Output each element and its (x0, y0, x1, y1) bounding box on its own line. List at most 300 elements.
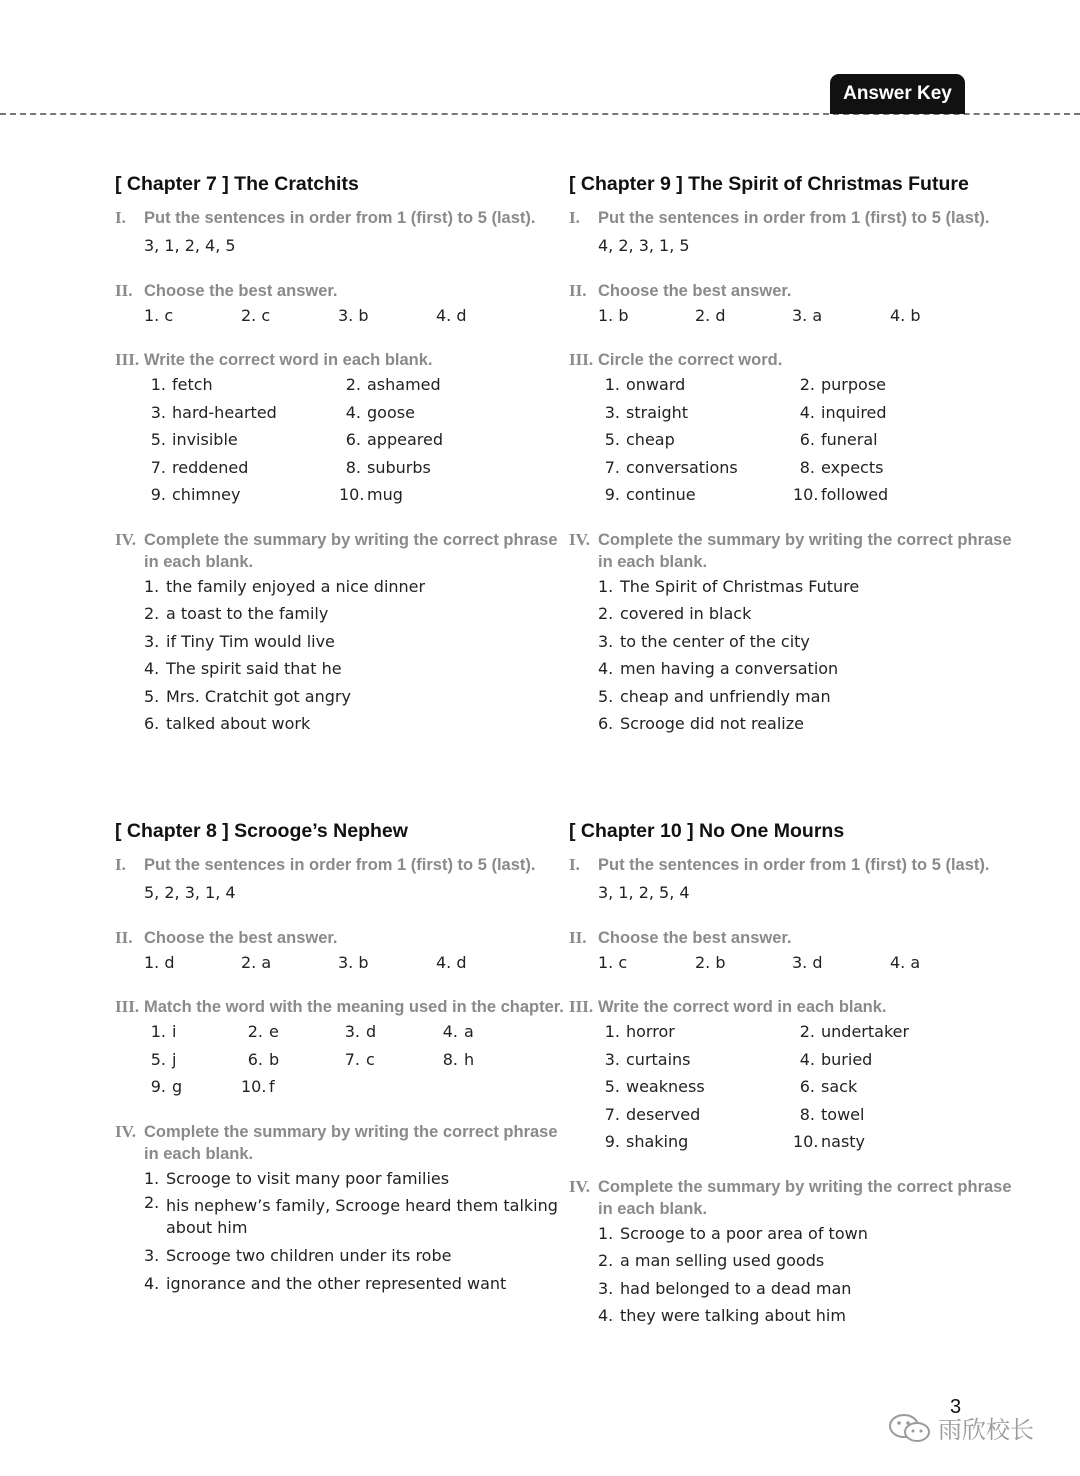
item-number: 8. (345, 457, 361, 477)
answer-item (598, 1046, 793, 1074)
item-number: 6. (247, 1049, 263, 1069)
item-value: d (812, 952, 823, 972)
section-words (569, 349, 1019, 509)
item-value: appeared (367, 430, 443, 449)
section-order (569, 207, 1019, 260)
answer-item (144, 1046, 241, 1074)
question-text: Match the word with the meaning used in the chapter. (144, 998, 564, 1016)
item-value: c (261, 305, 271, 325)
item-value: reddened (172, 457, 249, 477)
list-item (598, 683, 1019, 711)
item-value: g (172, 1077, 183, 1096)
item-value: Mrs. Cratchit got angry (166, 686, 351, 706)
roman-numeral: I. (115, 208, 126, 227)
item-number: 3. (144, 631, 160, 651)
section-question (569, 529, 1019, 573)
answer-list (569, 1220, 1019, 1330)
roman-numeral: I. (569, 208, 580, 227)
item-number: 4. (890, 305, 906, 325)
item-value: b (618, 305, 629, 325)
answer-item (598, 481, 793, 509)
answer-item (793, 371, 993, 399)
section-summary (115, 1121, 565, 1298)
section-words (115, 349, 565, 509)
chapter-9-block (569, 171, 1019, 738)
list-item (598, 600, 1019, 628)
section-summary (115, 529, 565, 738)
answer-item (241, 302, 338, 330)
section-question (115, 996, 565, 1018)
watermark (888, 1410, 1034, 1445)
item-value: followed (821, 485, 889, 504)
chapter-title: [ Chapter 10 ] No One Mourns (569, 820, 845, 842)
answer-item (436, 949, 534, 977)
item-number: 5. (150, 430, 166, 449)
item-value: i (172, 1022, 177, 1041)
item-number: 6. (598, 714, 614, 733)
item-value: h (464, 1049, 475, 1069)
roman-numeral: III. (115, 350, 140, 369)
item-number: 10. (241, 1077, 267, 1096)
item-value: invisible (172, 430, 238, 449)
item-number: 3. (338, 305, 354, 325)
question-text: Put the sentences in order from 1 (first) to 5 (last). (598, 856, 990, 874)
item-number: 6. (799, 1077, 815, 1096)
question-text: Complete the summary by writing the correct phrase in each blank. (598, 530, 1012, 571)
answer-item (338, 1018, 436, 1046)
item-number: 3. (144, 1246, 160, 1265)
answer-item (598, 426, 793, 454)
answer-item (890, 949, 988, 977)
section-question (115, 927, 565, 949)
list-item (144, 628, 565, 656)
answer-grid (115, 1018, 565, 1101)
list-item (598, 655, 1019, 683)
item-number: 3. (604, 402, 620, 422)
answer-grid (569, 1018, 1019, 1156)
list-item (598, 1220, 1019, 1248)
item-value: buried (821, 1049, 873, 1069)
item-number: 10. (793, 1132, 819, 1151)
answer-item (792, 302, 890, 330)
section-order (115, 854, 565, 907)
answer-item (338, 1046, 436, 1074)
item-number: 2. (144, 1193, 160, 1212)
item-value: c (366, 1049, 375, 1069)
section-question (115, 349, 565, 371)
chapter-10-block (569, 818, 1019, 1330)
item-number: 6. (799, 430, 815, 449)
item-value: fetch (172, 375, 213, 394)
answer-item (598, 949, 695, 977)
item-number: 1. (604, 1022, 620, 1041)
answer-grid (115, 371, 565, 509)
item-number: 4. (436, 305, 452, 325)
list-item (144, 573, 565, 601)
answer-item (338, 949, 436, 977)
item-number: 5. (604, 430, 620, 449)
item-value: d (715, 305, 726, 325)
item-number: 5. (144, 686, 160, 706)
item-number: 3. (338, 952, 354, 972)
item-number: 2. (241, 305, 257, 325)
section-choose (115, 280, 565, 330)
item-number: 2. (598, 1251, 614, 1270)
item-value: conversations (626, 457, 738, 477)
answer-item (793, 1046, 993, 1074)
answer-item (793, 1018, 993, 1046)
item-value: d (366, 1022, 377, 1041)
item-value: Scrooge did not realize (620, 714, 804, 733)
chapter-7-block (115, 171, 565, 738)
item-value: j (172, 1049, 177, 1069)
item-number: 1. (598, 576, 614, 596)
item-value: b (715, 952, 726, 972)
section-order (115, 207, 565, 260)
question-text: Write the correct word in each blank. (144, 351, 433, 369)
item-number: 10. (339, 485, 365, 504)
answer-item (144, 949, 241, 977)
item-value: had belonged to a dead man (620, 1278, 852, 1298)
list-item (144, 683, 565, 711)
item-number: 2. (799, 375, 815, 394)
item-number: 1. (598, 305, 614, 325)
item-number: 2. (695, 305, 711, 325)
list-item (144, 1242, 565, 1270)
answer-item (598, 302, 695, 330)
question-text: Write the correct word in each blank. (598, 998, 887, 1016)
answer-item (793, 426, 993, 454)
answer-item (598, 454, 793, 482)
item-number: 1. (150, 375, 166, 394)
order-answer: 3, 1, 2, 4, 5 (144, 236, 236, 255)
list-item (144, 1270, 565, 1298)
answer-item (792, 949, 890, 977)
item-value: chimney (172, 485, 241, 504)
item-number: 1. (144, 952, 160, 972)
item-number: 2. (598, 604, 614, 623)
item-value: Scrooge to a poor area of town (620, 1223, 868, 1243)
answer-item (144, 426, 339, 454)
section-question (115, 280, 565, 302)
item-value: The Spirit of Christmas Future (620, 576, 860, 596)
list-item (598, 1302, 1019, 1330)
item-value: covered in black (620, 604, 752, 623)
chapter-title: [ Chapter 7 ] The Cratchits (115, 173, 359, 195)
item-value: weakness (626, 1077, 705, 1096)
item-value: goose (367, 402, 415, 422)
item-value: suburbs (367, 457, 431, 477)
item-number: 5. (604, 1077, 620, 1096)
item-number: 4. (799, 402, 815, 422)
item-number: 8. (442, 1049, 458, 1069)
answer-item (598, 1018, 793, 1046)
question-text: Put the sentences in order from 1 (first) to 5 (last). (598, 209, 990, 227)
section-question (115, 1121, 565, 1165)
item-number: 7. (604, 1104, 620, 1124)
item-number: 3. (598, 631, 614, 651)
item-value: funeral (821, 430, 878, 449)
section-choose (569, 927, 1019, 977)
item-number: 2. (799, 1022, 815, 1041)
list-item (144, 600, 565, 628)
item-number: 3. (604, 1049, 620, 1069)
item-number: 1. (144, 305, 160, 325)
item-value: b (910, 305, 921, 325)
item-number: 3. (792, 305, 808, 325)
answer-item (793, 1128, 993, 1156)
item-number: 1. (144, 576, 160, 596)
item-number: 9. (604, 1132, 620, 1151)
answer-grid (569, 949, 1019, 977)
item-value: d (456, 305, 467, 325)
item-number: 6. (144, 714, 160, 733)
roman-numeral: II. (569, 927, 587, 947)
section-question (569, 1176, 1019, 1220)
answer-item (793, 481, 993, 509)
list-item (144, 655, 565, 683)
answer-item (436, 302, 534, 330)
item-value: Scrooge to visit many poor families (166, 1168, 450, 1188)
chapter-8-block (115, 818, 565, 1297)
answer-item (144, 302, 241, 330)
list-item (144, 1192, 565, 1242)
answer-item (598, 1073, 793, 1101)
item-value: a toast to the family (166, 604, 329, 623)
item-value: ignorance and the other represented want (166, 1273, 507, 1293)
section-question (115, 854, 565, 876)
item-number: 2. (695, 952, 711, 972)
item-value: b (358, 952, 369, 972)
answer-grid (569, 371, 1019, 509)
list-item (598, 573, 1019, 601)
question-text: Choose the best answer. (598, 281, 792, 300)
item-number: 10. (793, 485, 819, 504)
item-number: 3. (598, 1278, 614, 1298)
item-value: his nephew’s family, Scrooge heard them talking about him (166, 1196, 558, 1237)
order-answer: 5, 2, 3, 1, 4 (144, 883, 236, 902)
roman-numeral: IV. (569, 529, 590, 549)
item-number: 4. (442, 1022, 458, 1041)
roman-numeral: I. (569, 855, 580, 874)
item-value: towel (821, 1104, 865, 1124)
item-number: 4. (144, 1273, 160, 1293)
answer-item (890, 302, 988, 330)
answer-item (144, 1018, 241, 1046)
roman-numeral: III. (569, 350, 594, 369)
answer-list (115, 1165, 565, 1298)
item-number: 2. (241, 952, 257, 972)
item-value: to the center of the city (620, 631, 810, 651)
roman-numeral: IV. (569, 1176, 590, 1196)
item-value: if Tiny Tim would live (166, 631, 335, 651)
item-number: 3. (792, 952, 808, 972)
item-value: e (269, 1022, 279, 1041)
item-value: b (358, 305, 369, 325)
item-number: 7. (604, 457, 620, 477)
section-question (569, 854, 1019, 876)
item-value: cheap and unfriendly man (620, 686, 831, 706)
item-value: f (269, 1077, 275, 1096)
list-item (144, 1165, 565, 1193)
item-value: ashamed (367, 375, 441, 394)
item-value: onward (626, 375, 686, 394)
roman-numeral: I. (115, 855, 126, 874)
answer-item (793, 1101, 993, 1129)
section-choose (569, 280, 1019, 330)
item-value: a (261, 952, 272, 972)
section-question (115, 207, 565, 229)
list-item (598, 1275, 1019, 1303)
item-value: undertaker (821, 1022, 910, 1041)
item-value: talked about work (166, 714, 311, 733)
item-value: Scrooge two children under its robe (166, 1246, 452, 1265)
item-number: 4. (144, 659, 160, 678)
list-item (598, 628, 1019, 656)
answer-item (793, 454, 993, 482)
item-number: 3. (150, 402, 166, 422)
question-text: Choose the best answer. (598, 928, 792, 947)
question-text: Choose the best answer. (144, 281, 338, 300)
item-number: 4. (436, 952, 452, 972)
answer-item (144, 454, 339, 482)
answer-item (144, 1073, 241, 1101)
page-number: 3 (950, 1396, 962, 1418)
section-question (569, 349, 1019, 371)
item-value: a (910, 952, 921, 972)
item-number: 7. (150, 457, 166, 477)
roman-numeral: III. (569, 997, 594, 1016)
list-item (598, 1247, 1019, 1275)
item-value: d (456, 952, 467, 972)
item-value: nasty (821, 1132, 866, 1151)
list-item (144, 710, 565, 738)
item-number: 2. (345, 375, 361, 394)
item-value: inquired (821, 402, 887, 422)
section-words (115, 996, 565, 1101)
section-question (569, 207, 1019, 229)
item-value: continue (626, 485, 696, 504)
item-value: mug (367, 485, 403, 504)
answer-list (569, 573, 1019, 738)
answer-grid (115, 302, 565, 330)
answer-item (241, 1073, 338, 1101)
roman-numeral: II. (115, 927, 133, 947)
item-number: 3. (344, 1022, 360, 1041)
answer-item (436, 1018, 534, 1046)
answer-item (598, 1128, 793, 1156)
answer-item (241, 949, 338, 977)
answer-item (695, 949, 792, 977)
item-number: 4. (598, 1306, 614, 1325)
item-number: 1. (598, 1223, 614, 1243)
item-value: a (464, 1022, 474, 1041)
item-value: deserved (626, 1104, 701, 1124)
answer-list (115, 573, 565, 738)
item-number: 4. (345, 402, 361, 422)
roman-numeral: IV. (115, 529, 136, 549)
item-number: 2. (144, 604, 160, 623)
section-summary (569, 1176, 1019, 1330)
item-number: 9. (150, 485, 166, 504)
item-value: curtains (626, 1049, 691, 1069)
item-value: b (269, 1049, 280, 1069)
question-text: Choose the best answer. (144, 928, 338, 947)
item-value: cheap (626, 430, 675, 449)
section-choose (115, 927, 565, 977)
question-text: Complete the summary by writing the correct phrase in each blank. (144, 530, 558, 571)
answer-grid (569, 302, 1019, 330)
roman-numeral: II. (115, 280, 133, 300)
item-value: a (812, 305, 823, 325)
question-text: Put the sentences in order from 1 (first) to 5 (last). (144, 856, 536, 874)
answer-key-tab: Answer Key (830, 74, 965, 114)
answer-item (793, 1073, 993, 1101)
item-value: a man selling used goods (620, 1251, 825, 1270)
item-value: they were talking about him (620, 1306, 846, 1325)
chapter-title: [ Chapter 9 ] The Spirit of Christmas Future (569, 173, 969, 195)
section-question (569, 996, 1019, 1018)
answer-item (144, 371, 339, 399)
item-number: 5. (598, 686, 614, 706)
item-number: 8. (799, 457, 815, 477)
watermark-text: 雨欣校长 (938, 1416, 1034, 1444)
item-value: the family enjoyed a nice dinner (166, 576, 426, 596)
answer-item (144, 481, 339, 509)
section-order (569, 854, 1019, 907)
item-value: sack (821, 1077, 858, 1096)
section-summary (569, 529, 1019, 738)
question-text: Complete the summary by writing the correct phrase in each blank. (144, 1122, 558, 1163)
answer-item (436, 1046, 534, 1074)
answer-item (339, 426, 539, 454)
answer-item (339, 371, 539, 399)
question-text: Circle the correct word. (598, 351, 783, 369)
answer-item (241, 1046, 338, 1074)
item-value: purpose (821, 375, 886, 394)
item-number: 1. (150, 1022, 166, 1041)
section-question (569, 927, 1019, 949)
item-value: c (618, 952, 628, 972)
answer-item (695, 302, 792, 330)
item-value: c (164, 305, 174, 325)
item-value: expects (821, 457, 884, 477)
roman-numeral: II. (569, 280, 587, 300)
item-number: 8. (799, 1104, 815, 1124)
item-number: 4. (890, 952, 906, 972)
item-value: The spirit said that he (166, 659, 342, 678)
answer-grid (115, 949, 565, 977)
roman-numeral: III. (115, 997, 140, 1016)
answer-item (339, 399, 539, 427)
answer-item (338, 302, 436, 330)
order-answer: 4, 2, 3, 1, 5 (598, 236, 690, 255)
item-number: 7. (344, 1049, 360, 1069)
answer-item (339, 454, 539, 482)
item-value: shaking (626, 1132, 689, 1151)
item-value: hard-hearted (172, 402, 277, 422)
section-question (115, 529, 565, 573)
wechat-icon (888, 1413, 932, 1443)
item-number: 1. (598, 952, 614, 972)
answer-item (598, 1101, 793, 1129)
item-number: 5. (150, 1049, 166, 1069)
answer-item (144, 399, 339, 427)
item-number: 1. (604, 375, 620, 394)
section-question (569, 280, 1019, 302)
item-number: 1. (144, 1168, 160, 1188)
item-number: 6. (345, 430, 361, 449)
